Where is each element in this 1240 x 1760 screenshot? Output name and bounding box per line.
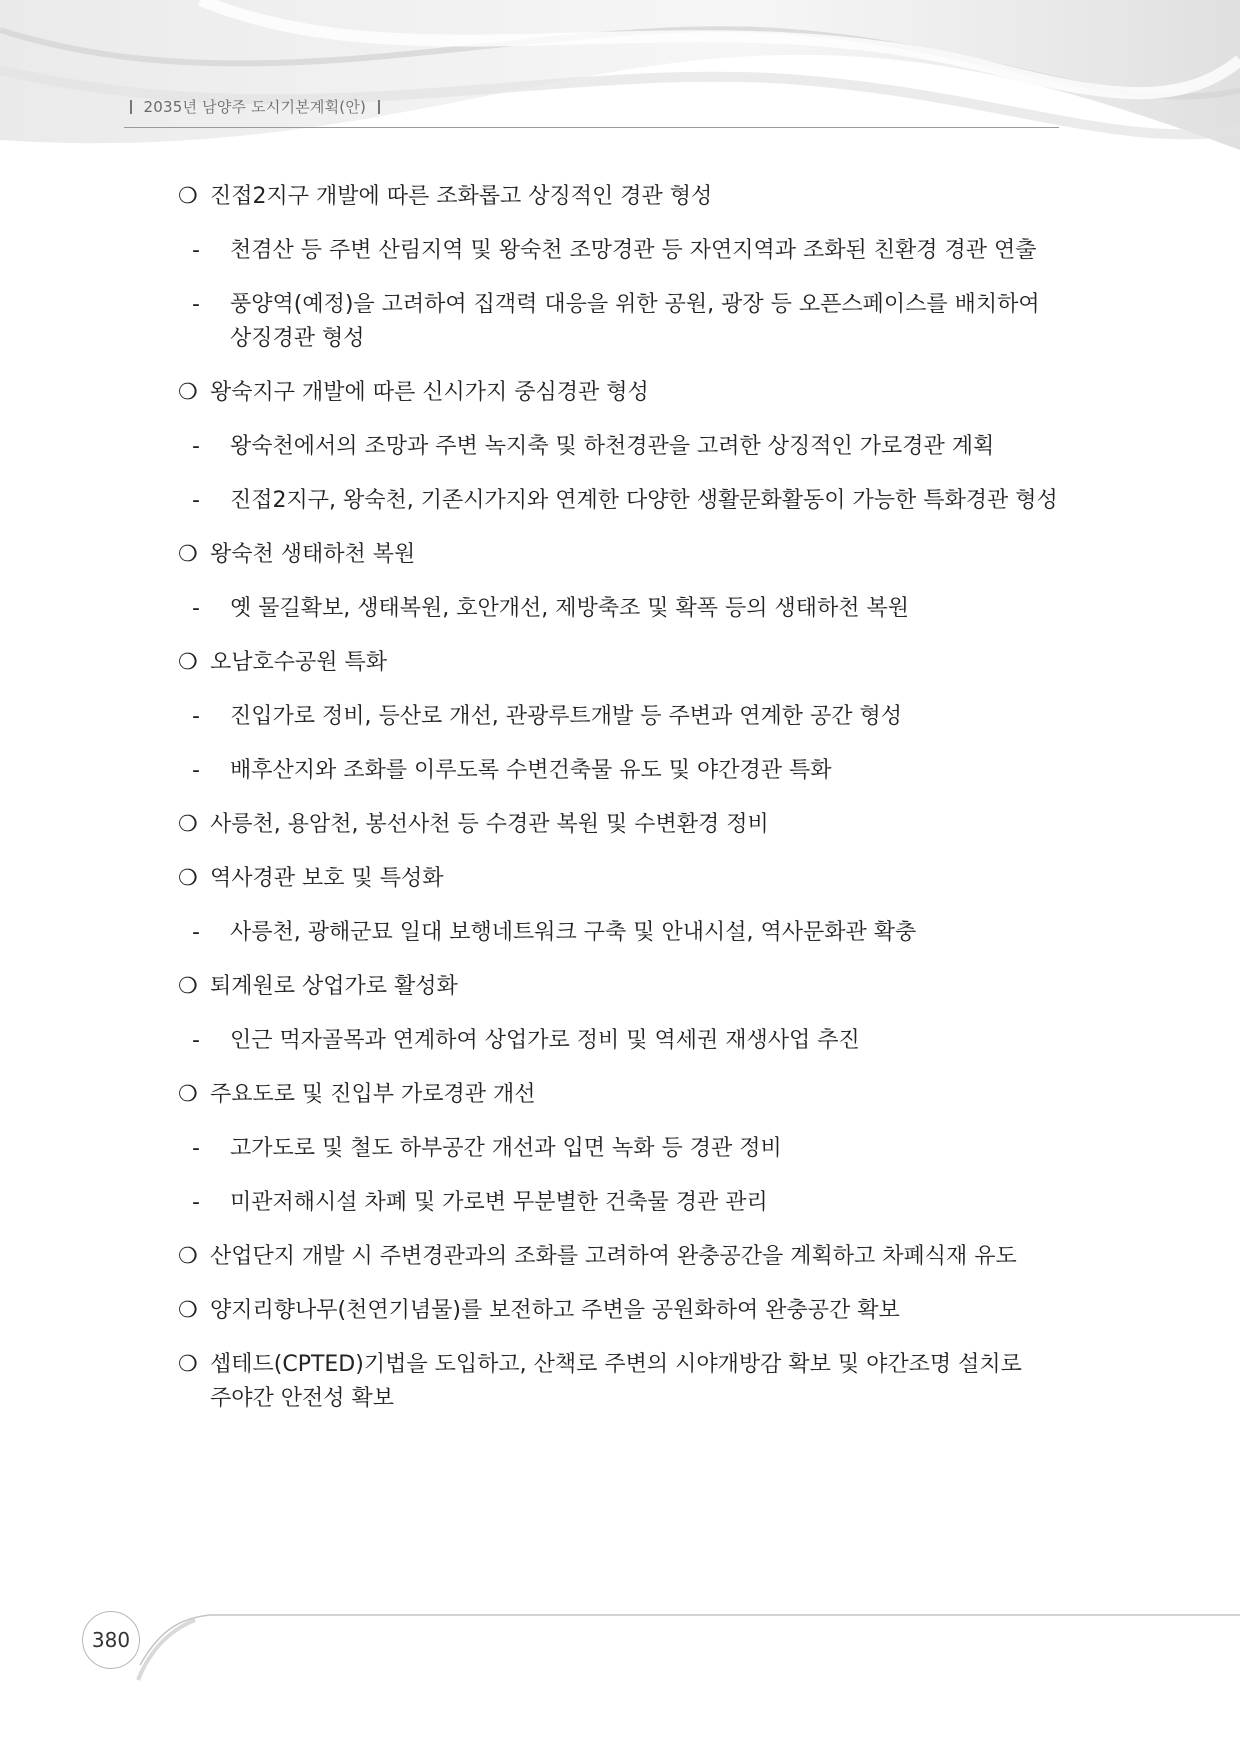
- item-text: 진접2지구, 왕숙천, 기존시가지와 연계한 다양한 생활문화활동이 가능한 특화경관 형성: [230, 488, 1058, 513]
- sub-item: [192, 484, 1058, 518]
- circle-bullet-icon: ❍: [178, 184, 198, 209]
- item-text: 풍양역(예정)을 고려하여 집객력 대응을 위한 공원, 광장 등 오픈스페이스를 배치하여 상징경관 형성: [230, 292, 1040, 351]
- circle-bullet-icon: ❍: [178, 1244, 198, 1269]
- bullet-item: [178, 862, 1058, 896]
- dash-marker: -: [192, 704, 200, 729]
- dash-marker: -: [192, 1190, 200, 1215]
- sub-item: [192, 1024, 1058, 1058]
- dash-marker: -: [192, 292, 200, 317]
- dash-marker: -: [192, 488, 200, 513]
- item-text: 진입가로 정비, 등산로 개선, 관광루트개발 등 주변과 연계한 공간 형성: [230, 704, 902, 729]
- bullet-item: [178, 1240, 1058, 1274]
- header-divider-left: [130, 100, 132, 114]
- circle-bullet-icon: ❍: [178, 974, 198, 999]
- item-text: 오남호수공원 특화: [210, 650, 388, 675]
- item-text: 옛 물길확보, 생태복원, 호안개선, 제방축조 및 확폭 등의 생태하천 복원: [230, 596, 909, 621]
- bullet-item: [178, 180, 1058, 214]
- sub-item: [192, 592, 1058, 626]
- bullet-item: [178, 538, 1058, 572]
- item-text: 사릉천, 광해군묘 일대 보행네트워크 구축 및 안내시설, 역사문화관 확충: [230, 920, 917, 945]
- item-text: 왕숙지구 개발에 따른 신시가지 중심경관 형성: [210, 380, 649, 405]
- sub-item: [192, 754, 1058, 788]
- sub-item: [192, 430, 1058, 464]
- dash-marker: -: [192, 1028, 200, 1053]
- sub-item: [192, 234, 1058, 268]
- sub-item: [192, 1186, 1058, 1220]
- dash-marker: -: [192, 1136, 200, 1161]
- bullet-item: [178, 970, 1058, 1004]
- header-title: 2035년 남양주 도시기본계획(안): [143, 98, 367, 116]
- bullet-item: [178, 1078, 1058, 1112]
- sub-item: [192, 700, 1058, 734]
- dash-marker: -: [192, 434, 200, 459]
- item-text: 배후산지와 조화를 이루도록 수변건축물 유도 및 야간경관 특화: [230, 758, 832, 783]
- item-text: 양지리향나무(천연기념물)를 보전하고 주변을 공원화하여 완충공간 확보: [210, 1298, 900, 1323]
- item-text: 역사경관 보호 및 특성화: [210, 866, 444, 891]
- bullet-item: [178, 1348, 1058, 1416]
- dash-marker: -: [192, 920, 200, 945]
- item-text: 천겸산 등 주변 산림지역 및 왕숙천 조망경관 등 자연지역과 조화된 친환경 경관 연출: [230, 238, 1037, 263]
- running-header: [130, 96, 380, 117]
- item-text: 셉테드(CPTED)기법을 도입하고, 산책로 주변의 시야개방감 확보 및 야간조명 설치로 주야간 안전성 확보: [210, 1352, 1022, 1411]
- item-text: 사릉천, 용암천, 봉선사천 등 수경관 복원 및 수변환경 정비: [210, 812, 769, 837]
- item-text: 왕숙천에서의 조망과 주변 녹지축 및 하천경관을 고려한 상징적인 가로경관 계획: [230, 434, 995, 459]
- circle-bullet-icon: ❍: [178, 1352, 198, 1377]
- sub-item: [192, 916, 1058, 950]
- page-number: 380: [82, 1611, 140, 1669]
- dash-marker: -: [192, 238, 200, 263]
- sub-item: [192, 288, 1058, 356]
- circle-bullet-icon: ❍: [178, 812, 198, 837]
- item-text: 고가도로 및 철도 하부공간 개선과 입면 녹화 등 경관 정비: [230, 1136, 782, 1161]
- dash-marker: -: [192, 596, 200, 621]
- bullet-item: [178, 646, 1058, 680]
- header-divider-right: [378, 100, 380, 114]
- footer-swoosh: [0, 1600, 1240, 1760]
- bullet-item: [178, 1294, 1058, 1328]
- circle-bullet-icon: ❍: [178, 1082, 198, 1107]
- header-rule: [124, 127, 1059, 128]
- item-text: 인근 먹자골목과 연계하여 상업가로 정비 및 역세권 재생사업 추진: [230, 1028, 860, 1053]
- document-body: [178, 180, 1058, 1436]
- sub-item: [192, 1132, 1058, 1166]
- item-text: 주요도로 및 진입부 가로경관 개선: [210, 1082, 536, 1107]
- circle-bullet-icon: ❍: [178, 380, 198, 405]
- circle-bullet-icon: ❍: [178, 866, 198, 891]
- circle-bullet-icon: ❍: [178, 1298, 198, 1323]
- circle-bullet-icon: ❍: [178, 650, 198, 675]
- bullet-item: [178, 376, 1058, 410]
- item-text: 산업단지 개발 시 주변경관과의 조화를 고려하여 완충공간을 계획하고 차폐식재 유도: [210, 1244, 1017, 1269]
- bullet-item: [178, 808, 1058, 842]
- item-text: 미관저해시설 차폐 및 가로변 무분별한 건축물 경관 관리: [230, 1190, 768, 1215]
- dash-marker: -: [192, 758, 200, 783]
- item-text: 진접2지구 개발에 따른 조화롭고 상징적인 경관 형성: [210, 184, 713, 209]
- circle-bullet-icon: ❍: [178, 542, 198, 567]
- item-text: 왕숙천 생태하천 복원: [210, 542, 416, 567]
- item-text: 퇴계원로 상업가로 활성화: [210, 974, 458, 999]
